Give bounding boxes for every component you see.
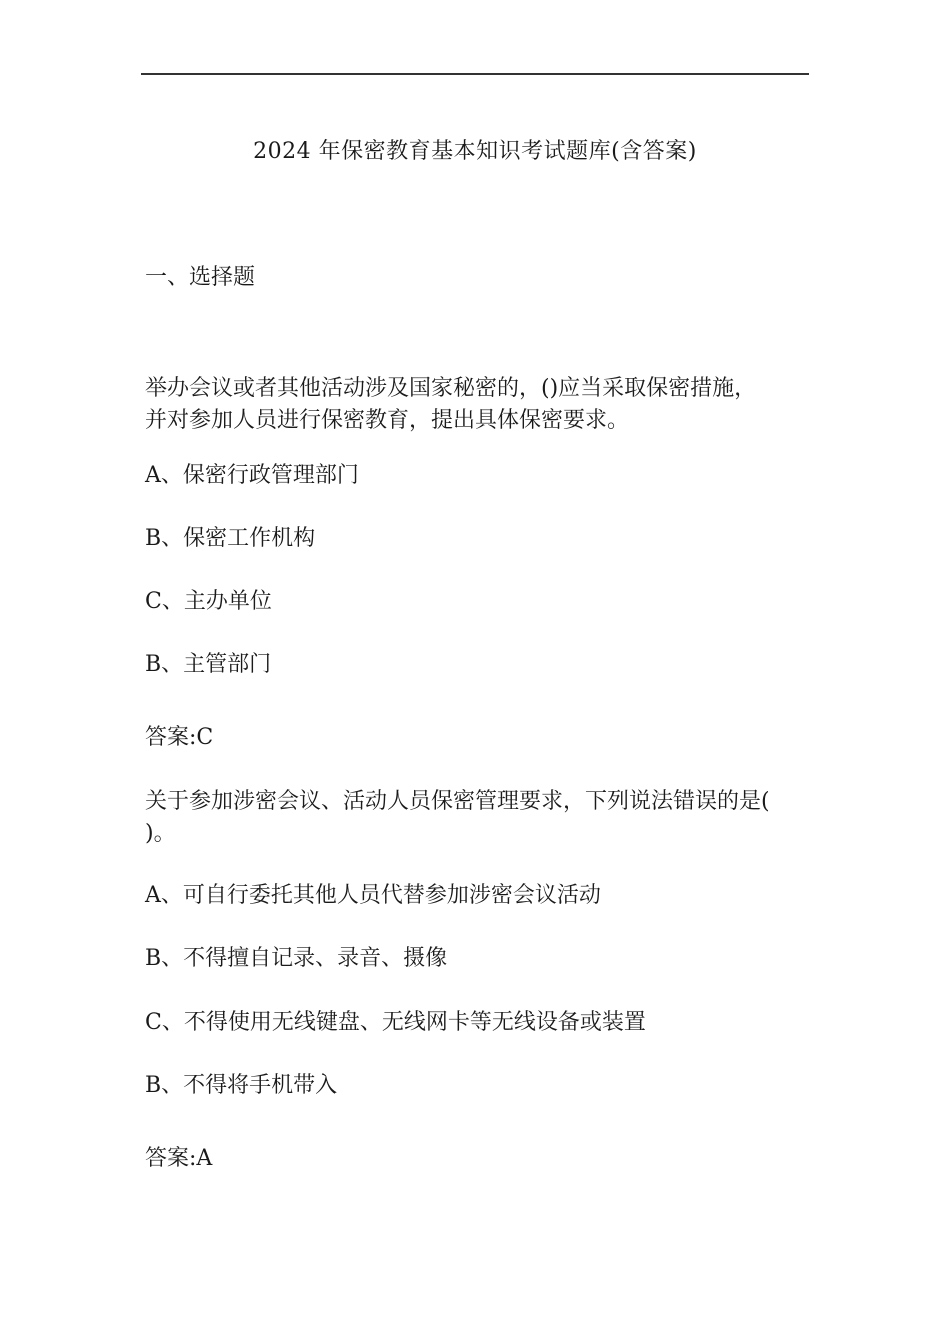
answer-text: 答案:C (145, 725, 214, 750)
question-stem-line: )。 (145, 821, 176, 846)
answer-text: 答案:A (145, 1146, 213, 1171)
option-c: C、主办单位 (145, 589, 272, 614)
option-c: C、不得使用无线键盘、无线网卡等无线设备或装置 (145, 1010, 646, 1035)
option-d: B、不得将手机带入 (145, 1073, 338, 1098)
header-rule (141, 73, 809, 75)
question-stem-line: 并对参加人员进行保密教育，提出具体保密要求。 (145, 408, 630, 433)
option-d: B、主管部门 (145, 652, 272, 677)
section-heading: 一、选择题 (145, 265, 256, 290)
question-stem-line: 关于参加涉密会议、活动人员保密管理要求，下列说法错误的是( (145, 789, 770, 814)
question-stem (145, 373, 815, 437)
option-b: B、不得擅自记录、录音、摄像 (145, 946, 448, 971)
option-a: A、可自行委托其他人员代替参加涉密会议活动 (145, 883, 601, 908)
question-stem (145, 786, 815, 850)
document-title: 2024 年保密教育基本知识考试题库(含答案) (253, 139, 697, 164)
option-a: A、保密行政管理部门 (145, 463, 359, 488)
option-b: B、保密工作机构 (145, 526, 316, 551)
question-stem-line: 举办会议或者其他活动涉及国家秘密的，()应当采取保密措施， (145, 376, 757, 401)
